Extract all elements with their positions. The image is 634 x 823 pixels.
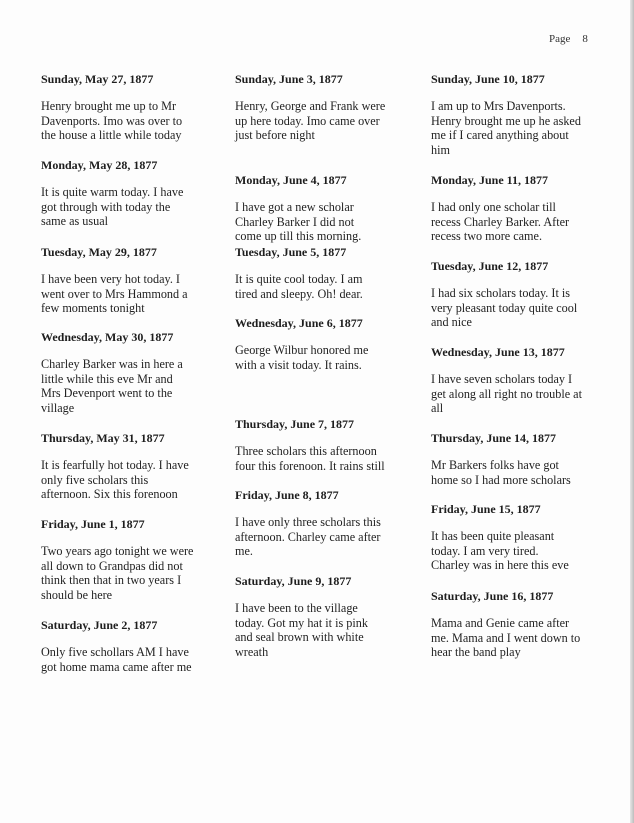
entry-line: hear the band play xyxy=(431,645,521,660)
entry-date: Friday, June 8, 1877 xyxy=(235,488,339,502)
entry-text xyxy=(41,357,231,415)
diary-entry xyxy=(41,618,231,674)
entry-text xyxy=(235,601,425,659)
entry-text xyxy=(431,616,621,660)
entry-line: Two years ago tonight we were xyxy=(41,544,194,558)
entry-line: I have only three scholars this xyxy=(235,515,381,529)
entry-line: only five scholars this xyxy=(41,472,149,487)
entry-line: little while this eve Mr and xyxy=(41,371,173,386)
diary-entry xyxy=(235,72,425,143)
diary-entry xyxy=(235,574,425,659)
entry-line: I have been to the village xyxy=(235,601,358,615)
entry-text xyxy=(41,544,231,602)
entry-line: got home mama came after me xyxy=(41,659,192,674)
entry-date: Wednesday, June 6, 1877 xyxy=(235,316,363,330)
diary-entry xyxy=(41,431,231,502)
entry-line: few moments tonight xyxy=(41,301,145,316)
entry-date: Thursday, May 31, 1877 xyxy=(41,431,165,445)
entry-line: I had only one scholar till xyxy=(431,200,556,214)
entry-date: Thursday, June 7, 1877 xyxy=(235,417,355,431)
entry-text xyxy=(431,372,621,416)
entry-line: the house a little while today xyxy=(41,128,182,143)
page-label: Page xyxy=(549,33,571,45)
entry-text xyxy=(41,645,231,674)
entry-date: Monday, June 4, 1877 xyxy=(235,173,347,187)
diary-entry xyxy=(41,158,231,229)
entry-date: Tuesday, June 12, 1877 xyxy=(431,259,549,273)
entry-date: Sunday, May 27, 1877 xyxy=(41,72,154,86)
entry-line: Mama and Genie came after xyxy=(431,616,570,630)
entry-date: Saturday, June 16, 1877 xyxy=(431,589,554,603)
entry-date: Sunday, June 10, 1877 xyxy=(431,72,545,86)
entry-text xyxy=(41,458,231,502)
entry-text xyxy=(235,444,425,473)
entry-line: should be here xyxy=(41,587,113,602)
entry-text xyxy=(235,272,425,301)
entry-line: recess two more came. xyxy=(431,229,542,244)
entry-line: I have been very hot today. I xyxy=(41,272,180,286)
entry-date: Wednesday, May 30, 1877 xyxy=(41,330,174,344)
entry-date: Wednesday, June 13, 1877 xyxy=(431,345,565,359)
entry-line: tired and sleepy. Oh! dear. xyxy=(235,286,363,301)
diary-entry xyxy=(235,488,425,559)
entry-line: up here today. Imo came over xyxy=(235,113,380,128)
entry-text xyxy=(431,529,621,573)
entry-text xyxy=(235,99,425,143)
entry-line: George Wilbur honored me xyxy=(235,343,369,357)
entry-date: Monday, May 28, 1877 xyxy=(41,158,158,172)
page-number-value: 8 xyxy=(582,33,588,45)
entry-text xyxy=(431,286,621,330)
entry-date: Friday, June 1, 1877 xyxy=(41,517,145,531)
entry-date: Saturday, June 2, 1877 xyxy=(41,618,158,632)
entry-line: It is fearfully hot today. I have xyxy=(41,458,189,472)
diary-entry xyxy=(431,502,621,573)
entry-line: wreath xyxy=(235,644,269,659)
entry-line: It has been quite pleasant xyxy=(431,529,555,543)
entry-line: afternoon. Six this forenoon xyxy=(41,487,178,502)
diary-entry xyxy=(431,589,621,660)
entry-line: Henry brought me up to Mr xyxy=(41,99,177,113)
diary-entry xyxy=(431,259,621,330)
entry-line: Henry brought me up he asked xyxy=(431,113,581,128)
entry-date: Sunday, June 3, 1877 xyxy=(235,72,343,86)
diary-entry xyxy=(41,517,231,602)
diary-entry xyxy=(431,345,621,416)
page-number xyxy=(549,33,588,45)
entry-line: Only five schollars AM I have xyxy=(41,645,189,659)
entry-line: Charley was in here this eve xyxy=(431,558,569,573)
entry-line: recess Charley Barker. After xyxy=(431,214,570,229)
entry-line: four this forenoon. It rains still xyxy=(235,458,385,473)
entry-line: got through with today the xyxy=(41,199,171,214)
entry-line: just before night xyxy=(235,128,315,143)
entry-line: Charley Barker I did not xyxy=(235,214,355,229)
entry-text xyxy=(431,200,621,244)
entry-line: all xyxy=(431,401,444,416)
entry-date: Friday, June 15, 1877 xyxy=(431,502,541,516)
entry-line: It is quite warm today. I have xyxy=(41,185,184,199)
entry-line: home so I had more scholars xyxy=(431,472,571,487)
diary-entry xyxy=(41,330,231,415)
diary-entry xyxy=(235,173,425,244)
entry-line: and seal brown with white xyxy=(235,630,364,645)
entry-date: Saturday, June 9, 1877 xyxy=(235,574,352,588)
entry-line: Three scholars this afternoon xyxy=(235,444,377,458)
diary-entry xyxy=(41,245,231,316)
entry-date: Monday, June 11, 1877 xyxy=(431,173,549,187)
entry-line: and nice xyxy=(431,315,472,330)
diary-entry xyxy=(235,417,425,473)
entry-line: think then that in two years I xyxy=(41,573,182,588)
entry-line: me if I cared anything about xyxy=(431,128,569,143)
entry-text xyxy=(235,343,425,372)
diary-entry xyxy=(41,72,231,143)
entry-line: I am up to Mrs Davenports. xyxy=(431,99,566,113)
entry-line: all down to Grandpas did not xyxy=(41,558,183,573)
entry-line: me. xyxy=(235,544,253,559)
entry-date: Thursday, June 14, 1877 xyxy=(431,431,557,445)
entry-line: very pleasant today quite cool xyxy=(431,300,578,315)
entry-line: went over to Mrs Hammond a xyxy=(41,286,188,301)
entry-text xyxy=(41,99,231,143)
diary-entry xyxy=(431,431,621,487)
entry-line: It is quite cool today. I am xyxy=(235,272,363,286)
entry-date: Tuesday, June 5, 1877 xyxy=(235,245,347,259)
entry-text xyxy=(431,458,621,487)
diary-entry xyxy=(235,245,425,301)
entry-line: afternoon. Charley came after xyxy=(235,529,381,544)
diary-entry xyxy=(431,173,621,244)
entry-text xyxy=(235,200,425,244)
entry-date: Tuesday, May 29, 1877 xyxy=(41,245,157,259)
entry-line: Henry, George and Frank were xyxy=(235,99,386,113)
entry-line: today. Got my hat it is pink xyxy=(235,615,368,630)
entry-line: I have seven scholars today I xyxy=(431,372,573,386)
entry-text xyxy=(431,99,621,157)
entry-line: Mr Barkers folks have got xyxy=(431,458,559,472)
entry-line: I had six scholars today. It is xyxy=(431,286,571,300)
entry-text xyxy=(235,515,425,559)
entry-line: with a visit today. It rains. xyxy=(235,357,362,372)
entry-text xyxy=(41,185,231,229)
entry-text xyxy=(41,272,231,316)
entry-line: get along all right no trouble at xyxy=(431,386,582,401)
page-edge xyxy=(630,0,634,823)
entry-line: me. Mama and I went down to xyxy=(431,630,581,645)
entry-line: today. I am very tired. xyxy=(431,543,539,558)
entry-line: Mrs Devenport went to the xyxy=(41,386,173,401)
diary-entry xyxy=(235,316,425,372)
entry-line: village xyxy=(41,400,75,415)
entry-line: Charley Barker was in here a xyxy=(41,357,183,371)
entry-line: same as usual xyxy=(41,214,109,229)
entry-line: I have got a new scholar xyxy=(235,200,354,214)
diary-entry xyxy=(431,72,621,157)
entry-line: him xyxy=(431,142,450,157)
entry-line: Davenports. Imo was over to xyxy=(41,113,183,128)
entry-line: come up till this morning. xyxy=(235,229,362,244)
